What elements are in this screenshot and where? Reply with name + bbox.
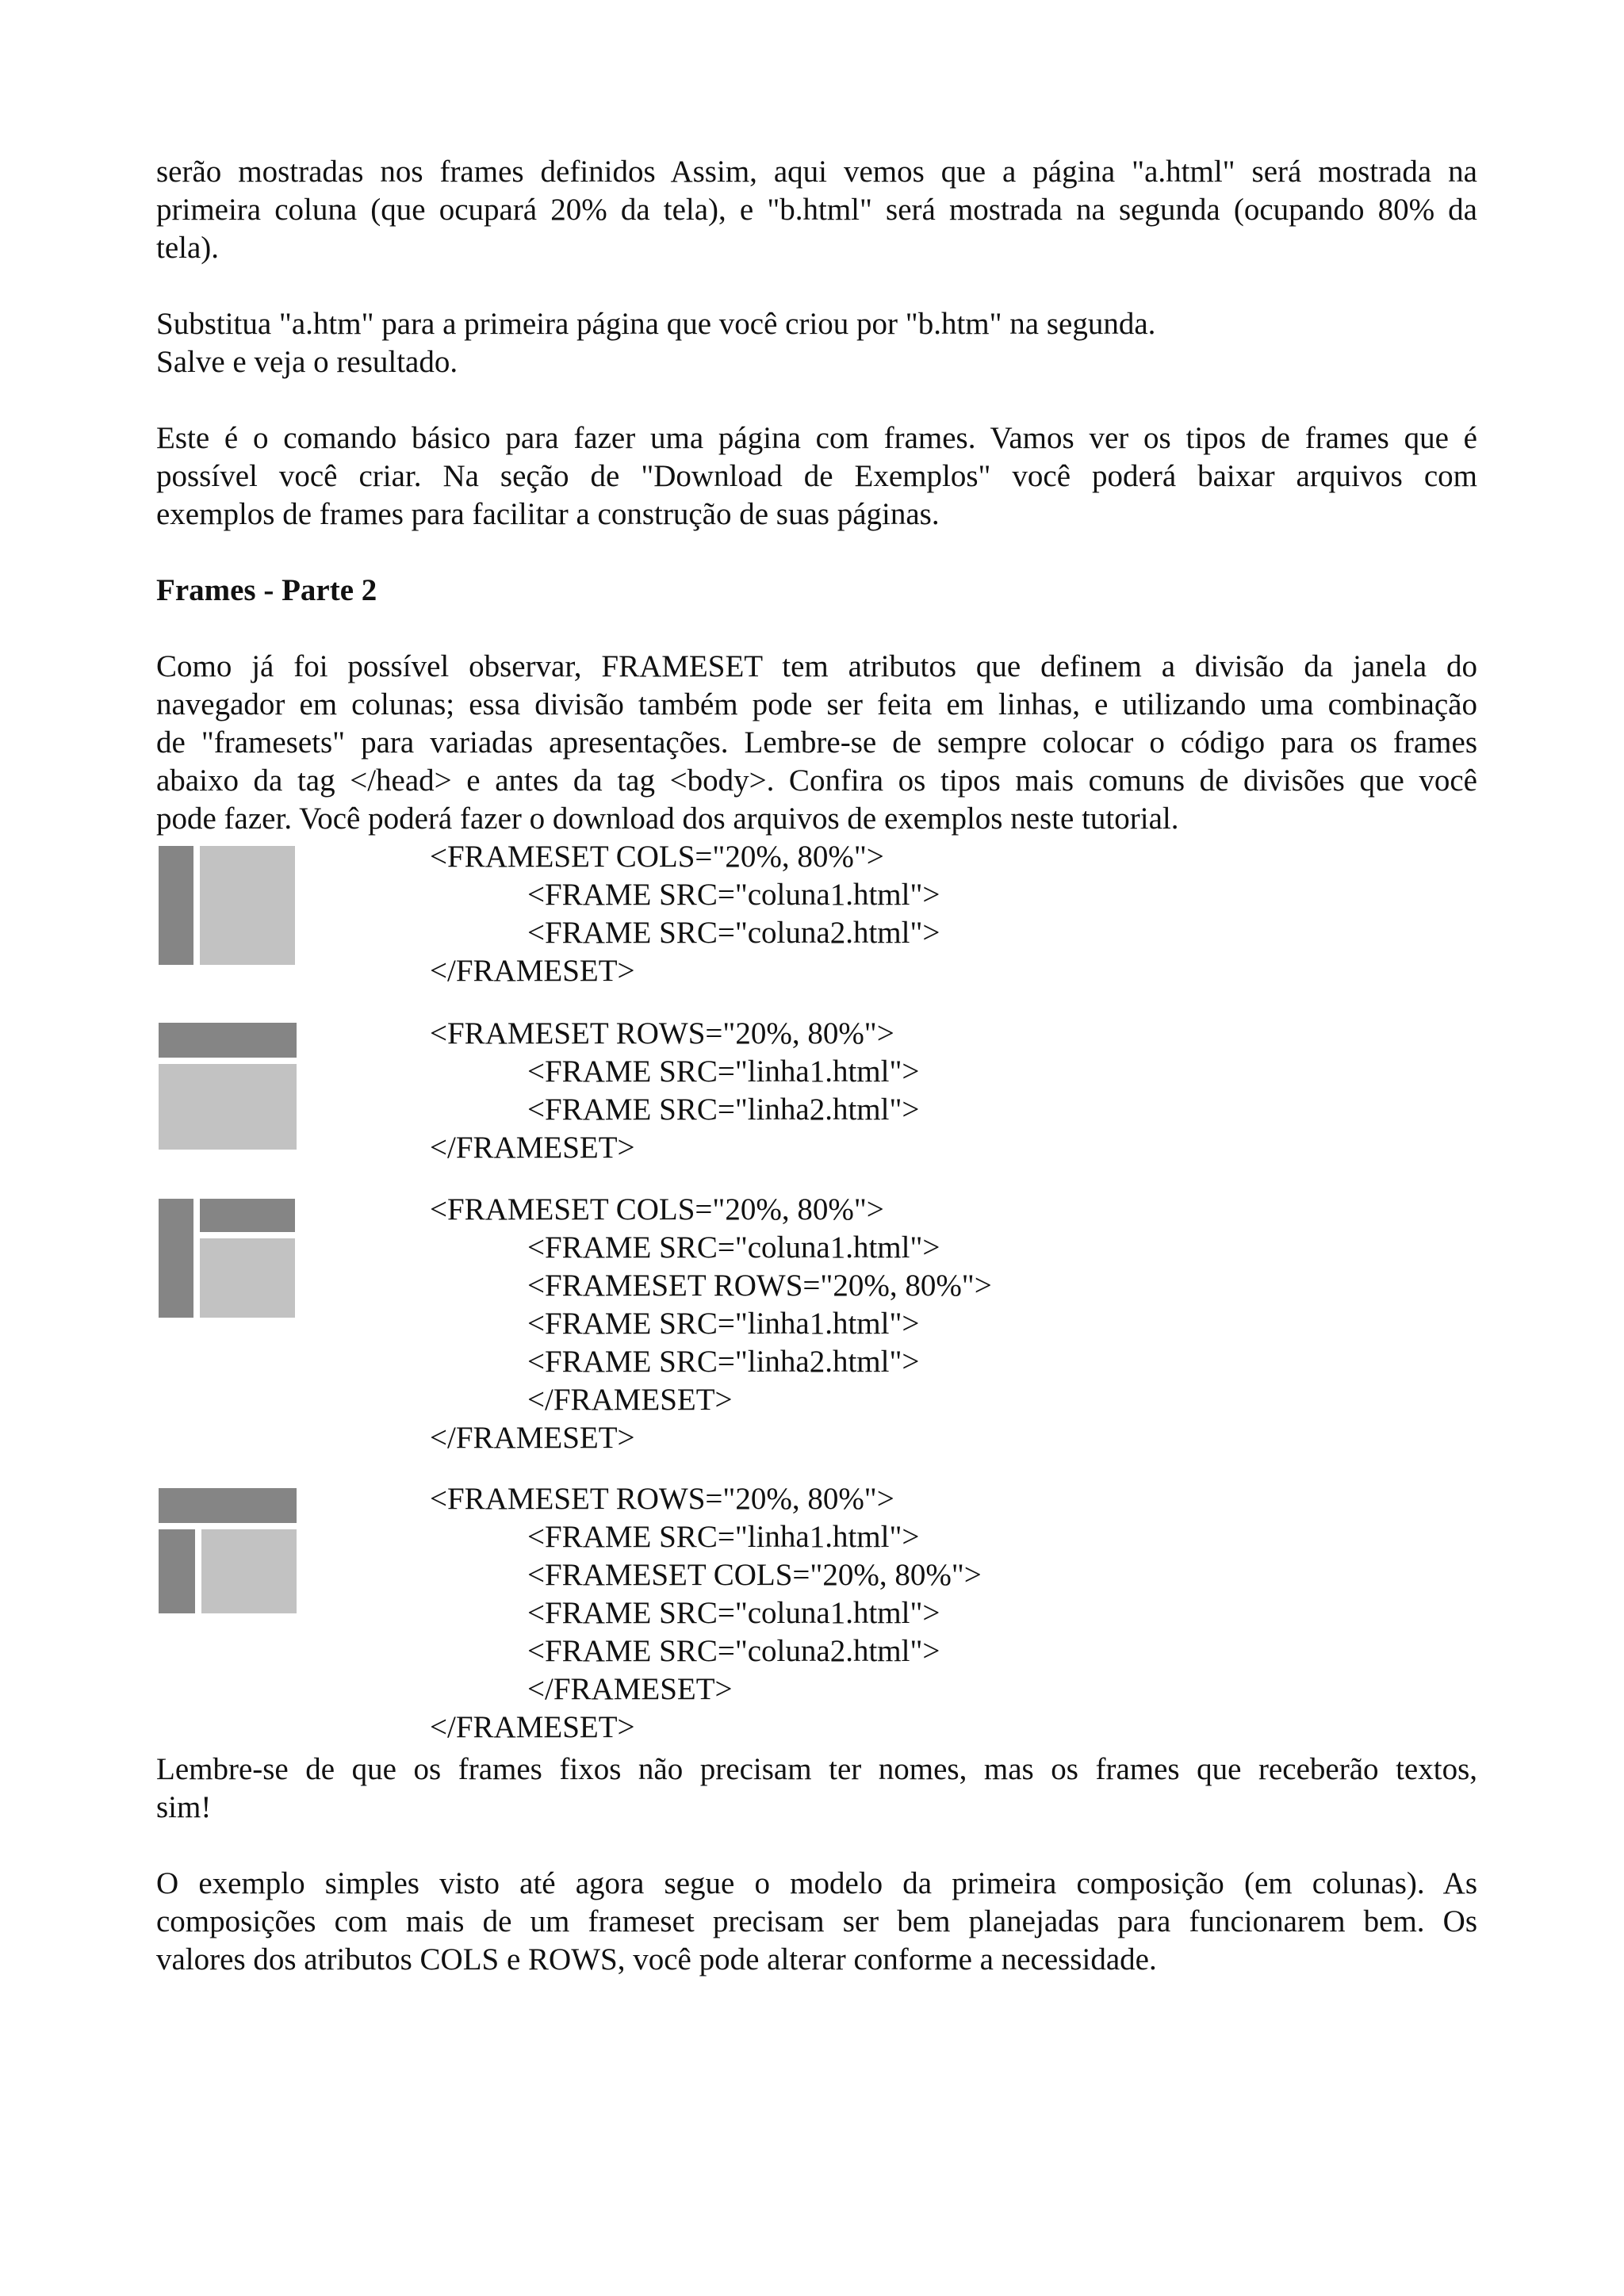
code-line: <FRAMESET COLS="20%, 80%"> — [430, 840, 884, 874]
column-then-rows-layout-icon — [159, 1199, 295, 1318]
reminder-line: Lembre-se de que os frames fixos não precisam ter nomes, mas os frames que receberão textos, — [156, 1752, 1477, 1786]
conclusion-line: composições com mais de um frameset precisam ser bem planejadas para funcionarem bem. Os — [156, 1904, 1477, 1938]
reminder-line: sim! — [156, 1790, 212, 1824]
code-line: <FRAME SRC="coluna1.html"> — [527, 1230, 940, 1265]
code-line: <FRAME SRC="coluna1.html"> — [527, 878, 940, 912]
code-line: <FRAMESET COLS="20%, 80%"> — [527, 1558, 982, 1592]
explanation-line: navegador em colunas; essa divisão também pode ser feita em linhas, e utilizando uma combinação — [156, 687, 1477, 721]
reminder-paragraph — [156, 1751, 1477, 1827]
frameset-example-columns — [156, 838, 1477, 1015]
conclusion-line: valores dos atributos COLS e ROWS, você pode alterar conforme a necessidade. — [156, 1942, 1157, 1976]
frameset-example-rows — [156, 1015, 1477, 1191]
intro-paragraph — [156, 153, 1477, 267]
intro-line: primeira coluna (que ocupará 20% da tela), e "b.html" será mostrada na segunda (ocupando 80% da — [156, 193, 1477, 227]
code-line: <FRAME SRC="linha1.html"> — [527, 1520, 920, 1554]
code-line: </FRAMESET> — [430, 954, 635, 988]
rows-layout-icon — [159, 1023, 297, 1150]
code-line: <FRAMESET ROWS="20%, 80%"> — [527, 1269, 992, 1303]
substitute-paragraph — [156, 305, 1477, 381]
code-line: </FRAMESET> — [430, 1421, 635, 1455]
code-line: <FRAME SRC="linha1.html"> — [527, 1307, 920, 1341]
code-line: <FRAME SRC="coluna1.html"> — [527, 1596, 940, 1630]
conclusion-line: O exemplo simples visto até agora segue o modelo da primeira composição (em colunas). As — [156, 1866, 1477, 1900]
code-line: </FRAMESET> — [430, 1131, 635, 1165]
code-line: </FRAMESET> — [527, 1383, 733, 1417]
code-line: <FRAME SRC="linha2.html"> — [527, 1093, 920, 1127]
intro-line: tela). — [156, 231, 220, 265]
explanation-line: abaixo da tag </head> e antes da tag <body>. Confira os tipos mais comuns de divisões que você — [156, 763, 1477, 798]
columns-layout-icon — [159, 846, 295, 965]
intro-line: serão mostradas nos frames definidos Assim, aqui vemos que a página "a.html" será mostrada na — [156, 155, 1477, 189]
basic-line: possível você criar. Na seção de "Download de Exemplos" você poderá baixar arquivos com — [156, 459, 1477, 493]
frameset-example-column-rows — [156, 1191, 1477, 1480]
explanation-line: Como já foi possível observar, FRAMESET tem atributos que definem a divisão da janela do — [156, 649, 1477, 683]
code-line: <FRAME SRC="coluna2.html"> — [527, 916, 940, 950]
section-heading: Frames - Parte 2 — [156, 573, 377, 607]
code-line: <FRAMESET ROWS="20%, 80%"> — [430, 1482, 894, 1516]
conclusion-paragraph — [156, 1865, 1477, 1979]
code-line: <FRAMESET ROWS="20%, 80%"> — [430, 1016, 894, 1050]
frameset-example-row-columns — [156, 1480, 1477, 1751]
code-line: <FRAME SRC="linha1.html"> — [527, 1054, 920, 1089]
code-line: <FRAME SRC="coluna2.html"> — [527, 1634, 940, 1668]
code-line: </FRAMESET> — [527, 1672, 733, 1706]
row-then-columns-layout-icon — [159, 1488, 297, 1613]
code-line: </FRAMESET> — [430, 1710, 635, 1744]
document-page — [156, 153, 1477, 1979]
code-line: <FRAME SRC="linha2.html"> — [527, 1345, 920, 1379]
code-line: <FRAMESET COLS="20%, 80%"> — [430, 1192, 884, 1226]
explanation-line: pode fazer. Você poderá fazer o download dos arquivos de exemplos neste tutorial. — [156, 802, 1179, 836]
explanation-line: de "framesets" para variadas apresentações. Lembre-se de sempre colocar o código para os frames — [156, 725, 1477, 760]
substitute-line: Salve e veja o resultado. — [156, 345, 458, 379]
basic-line: exemplos de frames para facilitar a construção de suas páginas. — [156, 497, 940, 531]
basic-paragraph — [156, 419, 1477, 534]
explanation-paragraph — [156, 648, 1477, 838]
substitute-line: Substitua "a.htm" para a primeira página que você criou por "b.htm" na segunda. — [156, 307, 1156, 341]
basic-line: Este é o comando básico para fazer uma página com frames. Vamos ver os tipos de frames que é — [156, 421, 1477, 455]
